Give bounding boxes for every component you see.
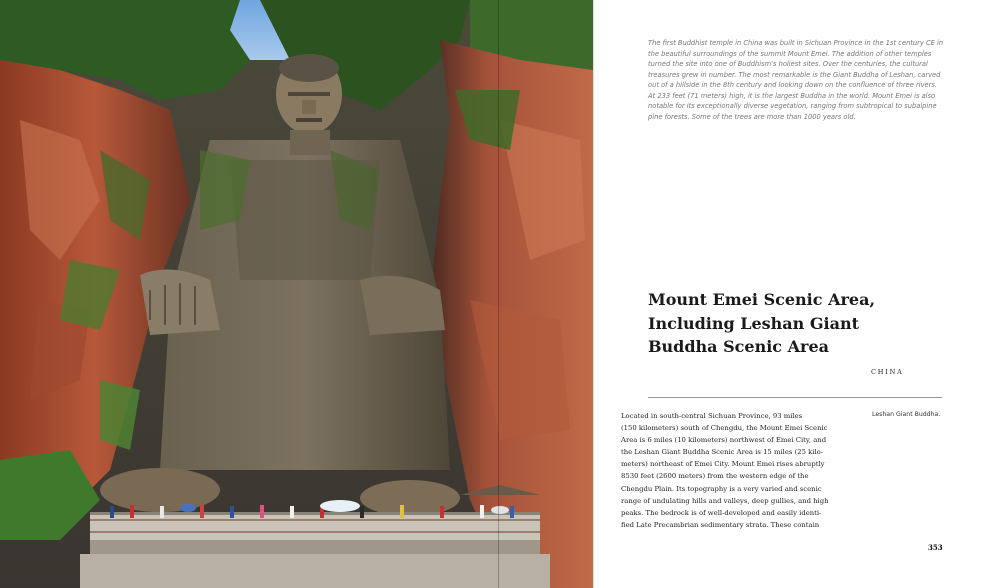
page-number: 353 bbox=[928, 543, 943, 552]
body-line: fied Late Precambrian sedimentary strata. These contain bbox=[621, 520, 820, 529]
intro-paragraph: The first Buddhist temple in China was built in Sichuan Province in the 1st century CE in the beautiful surroundings of the summit Mount Emei. The addition of other temples turned the site into one of Buddhism's holiest sites. Over the centuries, the cultural treasures grew in number. The most remarkable is the Giant Buddha of Leshan, carved out of a hillside in the 8th century and looking down on the confluence of three rivers. At 233 feet (71 meters) high, it is the largest Buddha in the world. Mount Emei is also notable for its exceptionally diverse vegetation, ranging from subtropical to subalpine pine forests. Some of the trees are more than 1000 years old. bbox=[648, 39, 944, 121]
page-gutter bbox=[498, 0, 499, 588]
body-paragraph bbox=[621, 410, 853, 531]
body-line: Located in south-central Sichuan Province, 93 miles bbox=[621, 412, 803, 420]
photo-caption: Leshan Giant Buddha. bbox=[872, 411, 941, 418]
body-line: Chengdu Plain. Its topography is a very varied and scenic bbox=[621, 484, 822, 493]
body-line: meters) northeast of Emei City. Mount Emei rises abruptly bbox=[621, 460, 825, 469]
body-line: peaks. The bedrock is of well-developed and easily identi- bbox=[621, 508, 822, 517]
body-line: the Leshan Giant Buddha Scenic Area is 15 miles (25 kilo- bbox=[621, 448, 824, 457]
right-page bbox=[593, 0, 1000, 588]
body-line: Area is 6 miles (10 kilometers) northwest of Emei City, and bbox=[621, 436, 827, 445]
body-line: (150 kilometers) south of Chengdu, the Mount Emei Scenic bbox=[621, 424, 828, 433]
body-line: 8530 feet (2600 meters) from the western edge of the bbox=[621, 472, 809, 481]
divider-rule bbox=[648, 397, 942, 398]
page-title: Mount Emei Scenic Area, Including Leshan Giant Buddha Scenic Area bbox=[648, 290, 876, 356]
country-label: CHINA bbox=[871, 368, 904, 376]
body-line: range of undulating hills and valleys, deep gullies, and high bbox=[621, 496, 829, 505]
